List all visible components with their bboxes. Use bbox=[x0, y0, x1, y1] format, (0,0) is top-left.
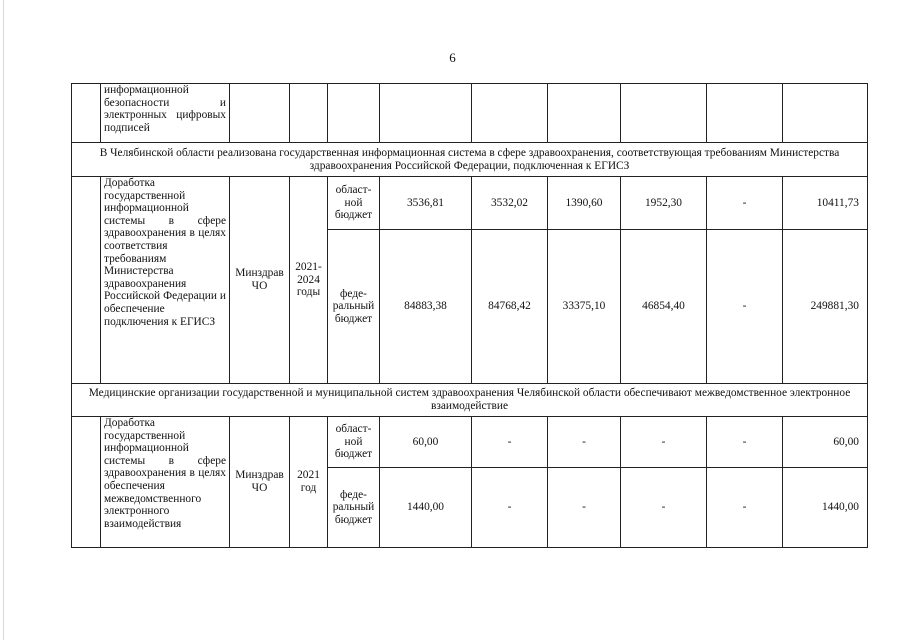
table-cell bbox=[72, 417, 101, 548]
total-cell: 249881,30 bbox=[783, 230, 868, 384]
value-cell: - bbox=[707, 177, 783, 230]
value-cell: 1440,00 bbox=[380, 468, 472, 548]
value-cell: - bbox=[472, 417, 548, 468]
section-row bbox=[72, 143, 868, 177]
scan-edge-line bbox=[3, 0, 4, 640]
activity-name-cell: Доработка государственной информационной системы в сфере здравоохранения в целях обеспечения межведомственного электронного взаимодействия bbox=[101, 417, 230, 548]
executor-cell: Минздрав ЧО bbox=[230, 177, 290, 384]
value-cell: - bbox=[707, 230, 783, 384]
value-cell: - bbox=[548, 468, 621, 548]
activity-name-cell: информационной безопасности и электронных цифровых подписей bbox=[101, 84, 230, 143]
value-cell: - bbox=[707, 468, 783, 548]
executor-cell: Минздрав ЧО bbox=[230, 417, 290, 548]
table-cell bbox=[72, 84, 101, 143]
page-number: 6 bbox=[449, 50, 456, 65]
budget-table bbox=[71, 83, 868, 548]
activity-name-cell: Доработка государственной информационной системы в сфере здравоохранения в целях соответствия требованиям Министерства здравоохранения Российской Федерации и обеспечение подключения к ЕГИСЗ bbox=[101, 177, 230, 384]
value-cell: 60,00 bbox=[380, 417, 472, 468]
funding-source-cell: област-ной бюджет bbox=[328, 177, 380, 230]
table-cell bbox=[230, 84, 290, 143]
table-row bbox=[72, 177, 868, 230]
funding-source-cell: феде-ральный бюджет bbox=[328, 468, 380, 548]
value-cell: - bbox=[621, 417, 707, 468]
value-cell: 84768,42 bbox=[472, 230, 548, 384]
table-cell bbox=[290, 84, 328, 143]
value-cell: - bbox=[548, 417, 621, 468]
value-cell: 84883,38 bbox=[380, 230, 472, 384]
funding-source-cell: феде-ральный бюджет bbox=[328, 230, 380, 384]
table-row bbox=[72, 84, 868, 143]
funding-source-cell: област-ной бюджет bbox=[328, 417, 380, 468]
period-cell: 2021 год bbox=[290, 417, 328, 548]
table-row bbox=[72, 417, 868, 468]
value-cell: - bbox=[472, 468, 548, 548]
table-cell bbox=[548, 84, 621, 143]
value-cell: 33375,10 bbox=[548, 230, 621, 384]
table-cell bbox=[72, 177, 101, 384]
section-row bbox=[72, 384, 868, 417]
total-cell: 1440,00 bbox=[783, 468, 868, 548]
section-title: В Челябинской области реализована государственная информационная система в сфере здравоохранения, соответствующая требованиям Министерства здравоохранения Российской Федерации, подключенная к ЕГИСЗ bbox=[72, 143, 868, 177]
table-cell bbox=[472, 84, 548, 143]
total-cell: 10411,73 bbox=[783, 177, 868, 230]
table-cell bbox=[328, 84, 380, 143]
table-cell bbox=[621, 84, 707, 143]
value-cell: 3536,81 bbox=[380, 177, 472, 230]
total-cell: 60,00 bbox=[783, 417, 868, 468]
table-cell bbox=[783, 84, 868, 143]
table-cell bbox=[707, 84, 783, 143]
section-title: Медицинские организации государственной и муниципальной систем здравоохранения Челябинской области обеспечивают межведомственное электронное взаимодействие bbox=[72, 384, 868, 417]
value-cell: - bbox=[707, 417, 783, 468]
value-cell: 46854,40 bbox=[621, 230, 707, 384]
table-cell bbox=[380, 84, 472, 143]
value-cell: 1390,60 bbox=[548, 177, 621, 230]
value-cell: 3532,02 bbox=[472, 177, 548, 230]
value-cell: - bbox=[621, 468, 707, 548]
value-cell: 1952,30 bbox=[621, 177, 707, 230]
period-cell: 2021-2024 годы bbox=[290, 177, 328, 384]
